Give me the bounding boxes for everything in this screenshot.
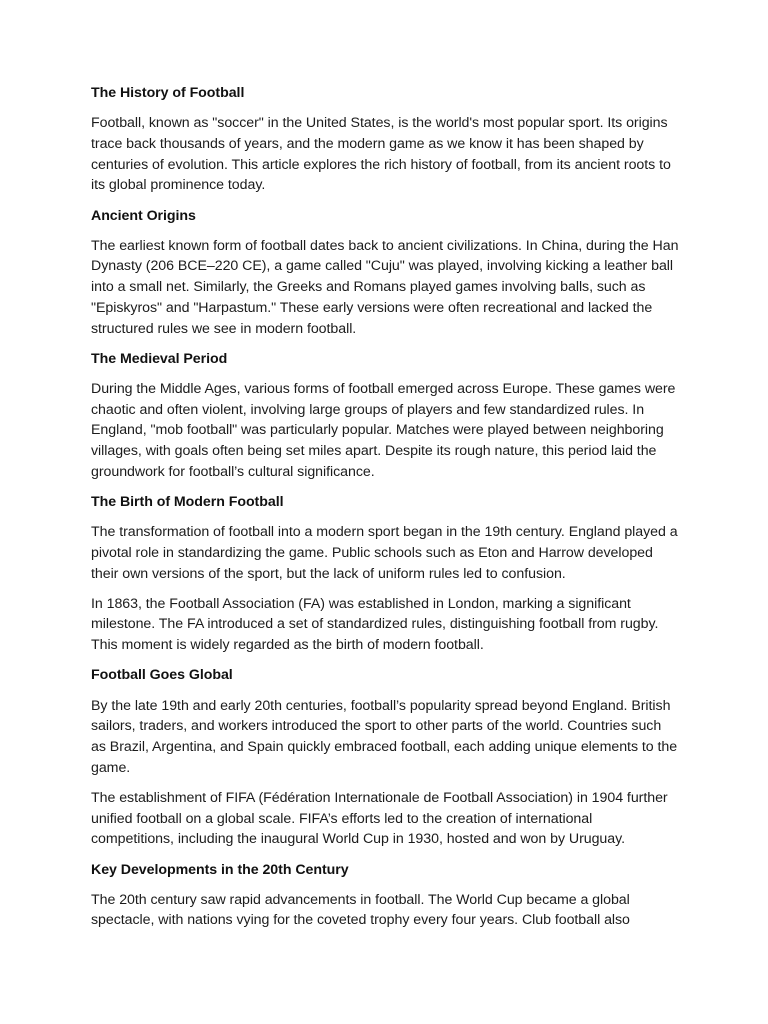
section-paragraph: The earliest known form of football dates back to ancient civilizations. In China, during the Han Dynasty (206 BCE–220 CE), a game called "Cuju" was played, involving kicking a leather ball into a small net. Similarly, the Greeks and Romans played games involving balls, such as "Episkyros" and "Harpastum." These early versions were often recreational and lacked the structured rules we see in modern football. (91, 237, 679, 337)
section-heading-ancient-origins: Ancient Origins (91, 207, 196, 224)
section-heading-birth-of-modern-football: The Birth of Modern Football (91, 493, 284, 510)
intro-paragraph: Football, known as "soccer" in the United States, is the world's most popular sport. Its origins trace back thousands of years, and the modern game as we know it has been shaped by centuries of evolution. This article explores the rich history of football, from its ancient roots to its global prominence today. (91, 115, 671, 194)
section-paragraph: The establishment of FIFA (Fédération Internationale de Football Association) in 1904 further unified football on a global scale. FIFA’s efforts led to the creation of international competitions, including the inaugural World Cup in 1930, hosted and won by Uruguay. (91, 789, 668, 848)
section-paragraph: By the late 19th and early 20th centuries, football’s popularity spread beyond England. British sailors, traders, and workers introduced the sport to other parts of the world. Countries such as Brazil, Argentina, and Spain quickly embraced football, each adding unique elements to the game. (91, 697, 678, 776)
document-title: The History of Football (91, 85, 245, 101)
section-heading-medieval-period: The Medieval Period (91, 350, 228, 367)
section-paragraph: In 1863, the Football Association (FA) was established in London, marking a significant milestone. The FA introduced a set of standardized rules, distinguishing football from rugby. This moment is widely regarded as the birth of modern football. (91, 595, 659, 654)
section-paragraph: During the Middle Ages, various forms of football emerged across Europe. These games were chaotic and often violent, involving large groups of players and few standardized rules. In England, "mob football" was particularly popular. Matches were played between neighboring villages, with goals often being set miles apart. Despite its rough nature, this period laid the groundwork for football’s cultural significance. (91, 380, 676, 480)
section-heading-key-developments: Key Developments in the 20th Century (91, 861, 349, 878)
section-paragraph: The transformation of football into a modern sport began in the 19th century. England played a pivotal role in standardizing the game. Public schools such as Eton and Harrow developed their own versions of the sport, but the lack of uniform rules led to confusion. (91, 524, 678, 582)
section-paragraph: The 20th century saw rapid advancements in football. The World Cup became a global spectacle, with nations vying for the coveted trophy every four years. Club football also (91, 891, 630, 929)
document-body (91, 83, 679, 941)
section-heading-football-goes-global: Football Goes Global (91, 667, 233, 684)
